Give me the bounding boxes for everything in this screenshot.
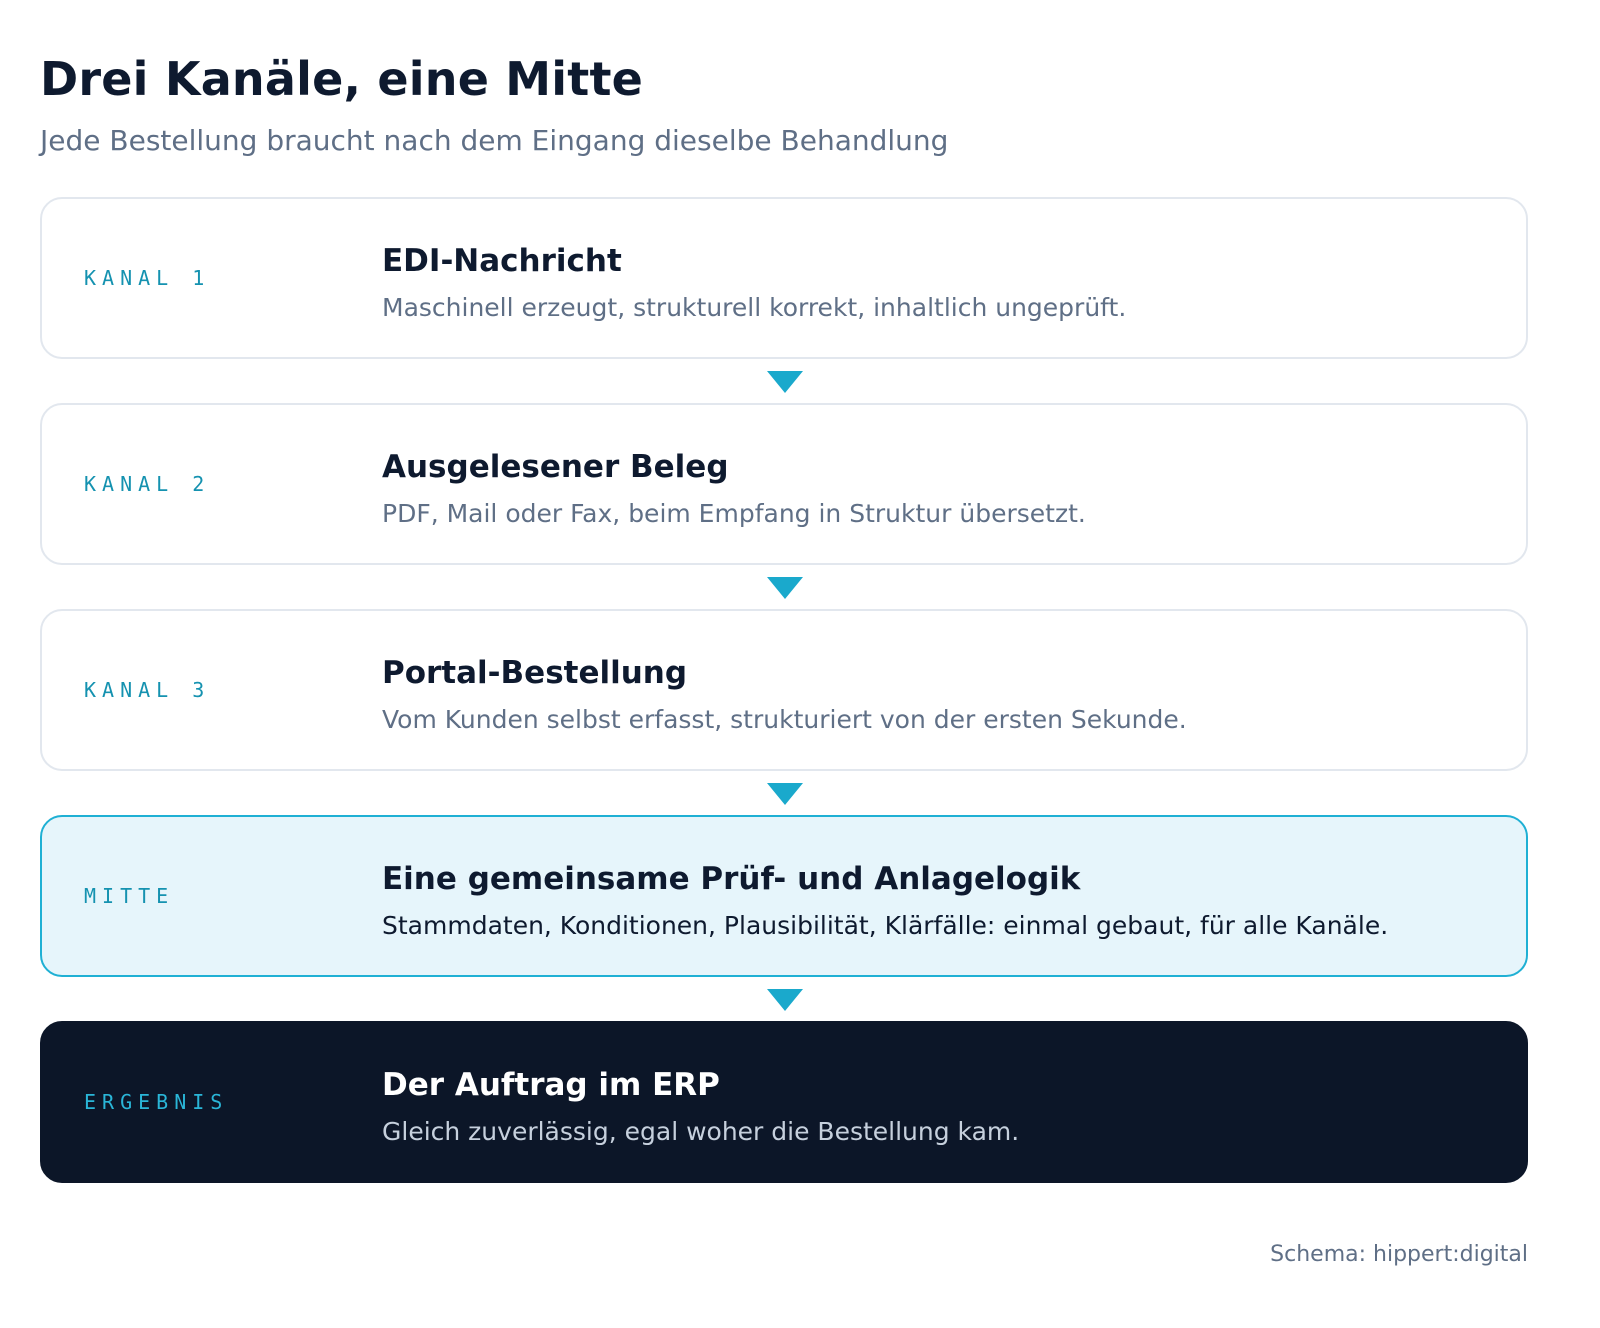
step-card-ergebnis xyxy=(40,1021,1528,1183)
step-card-mitte xyxy=(40,815,1528,977)
step-tag: MITTE xyxy=(84,884,175,908)
step-tag: KANAL 2 xyxy=(84,472,211,496)
step-description: PDF, Mail oder Fax, beim Empfang in Struktur übersetzt. xyxy=(382,499,1086,528)
step-tag: KANAL 1 xyxy=(84,266,211,290)
down-arrow-icon xyxy=(767,577,803,599)
source-credit: Schema: hippert:digital xyxy=(1270,1242,1528,1267)
step-description: Vom Kunden selbst erfasst, strukturiert von der ersten Sekunde. xyxy=(382,705,1187,734)
step-description: Stammdaten, Konditionen, Plausibilität, Klärfälle: einmal gebaut, für alle Kanäle. xyxy=(382,911,1389,940)
step-heading: Der Auftrag im ERP xyxy=(382,1067,720,1103)
step-card-kanal-1 xyxy=(40,197,1528,359)
step-card-kanal-2 xyxy=(40,403,1528,565)
diagram-title: Drei Kanäle, eine Mitte xyxy=(40,52,644,106)
step-card-kanal-3 xyxy=(40,609,1528,771)
step-tag: ERGEBNIS xyxy=(84,1090,229,1114)
step-heading: EDI-Nachricht xyxy=(382,243,622,279)
diagram-subtitle: Jede Bestellung braucht nach dem Eingang dieselbe Behandlung xyxy=(40,124,949,157)
down-arrow-icon xyxy=(767,783,803,805)
step-description: Gleich zuverlässig, egal woher die Bestellung kam. xyxy=(382,1117,1020,1146)
step-heading: Portal-Bestellung xyxy=(382,655,688,691)
down-arrow-icon xyxy=(767,989,803,1011)
step-description: Maschinell erzeugt, strukturell korrekt, inhaltlich ungeprüft. xyxy=(382,293,1127,322)
step-heading: Ausgelesener Beleg xyxy=(382,449,729,485)
down-arrow-icon xyxy=(767,371,803,393)
step-heading: Eine gemeinsame Prüf- und Anlagelogik xyxy=(382,861,1081,897)
step-tag: KANAL 3 xyxy=(84,678,211,702)
